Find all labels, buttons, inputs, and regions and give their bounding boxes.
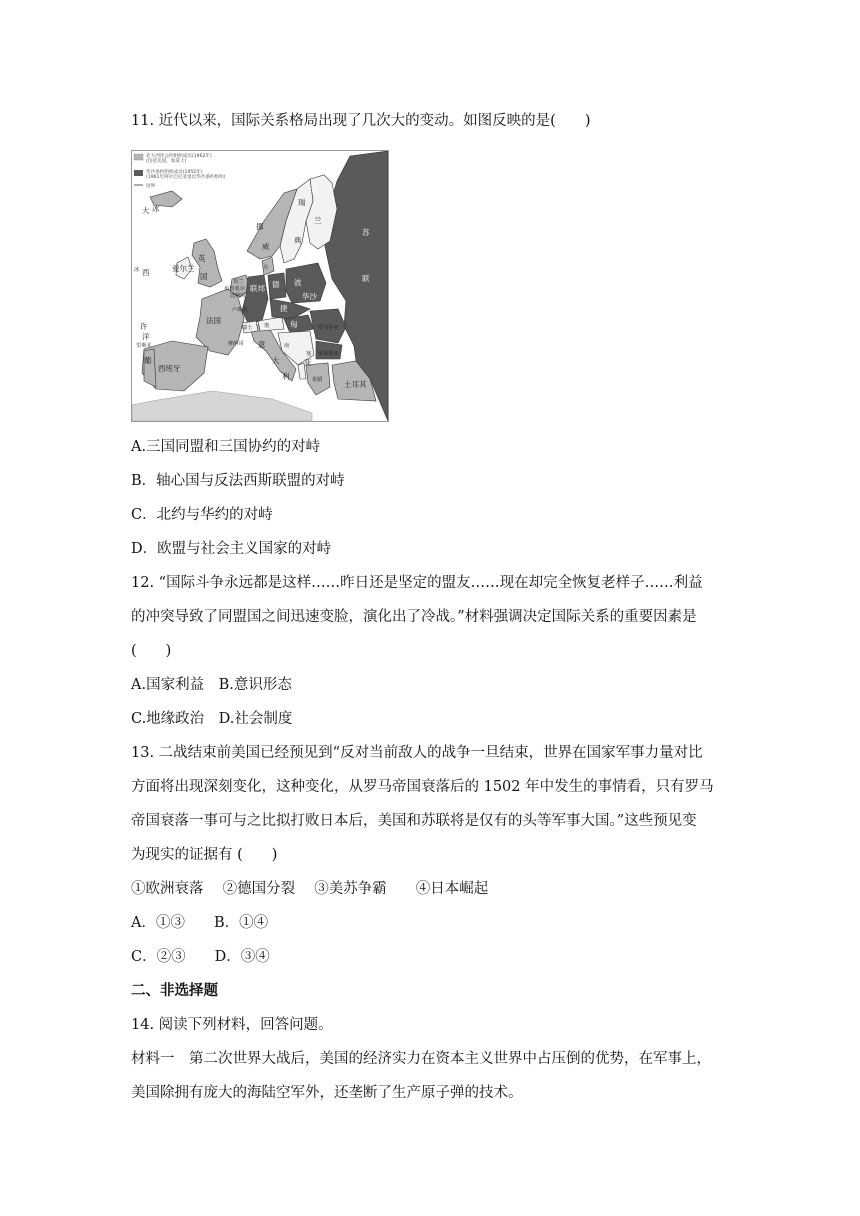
map-label-brussels: 布鲁塞尔 xyxy=(224,286,245,292)
map-label-serbia: 塞 xyxy=(306,351,312,357)
map-label-xu: 许 xyxy=(140,322,148,331)
q14-stem: 14. 阅读下列材料，回答问题。 xyxy=(131,1017,333,1033)
q11-option-d: D．欧盟与社会主义国家的对峙 xyxy=(131,541,332,557)
map-label-portugal: 葡 xyxy=(144,356,152,365)
map-label-de: 德 xyxy=(272,280,280,289)
map-label-west-germany: 联邦 xyxy=(250,284,265,293)
q13-options-row-1: A．①③ B．①④ xyxy=(131,915,269,931)
q13-items: ①欧洲衰落 ②德国分裂 ③美苏争霸 ④日本崛起 xyxy=(131,881,489,897)
map-label-albania: 亚 xyxy=(304,358,312,367)
q13-options-row-2: C．②③ D．③④ xyxy=(131,949,270,965)
map-label-sweden-1: 瑞 xyxy=(298,198,306,207)
map-label-warsaw: 华沙 xyxy=(302,292,317,301)
section-title: 二、非选择题 xyxy=(131,982,218,999)
map-label-belgium: 比利时 xyxy=(230,293,246,299)
map-label-czech: 捷 xyxy=(280,304,288,313)
legend-border: 国界 xyxy=(146,184,156,189)
map-label-france: 法国 xyxy=(206,316,221,325)
map-label-norway-1: 挪 xyxy=(256,222,264,231)
q13-line-2: 方面将出现深刻变化，这种变化，从罗马帝国衰落后的 1502 年中发生的事情看，只有罗马 xyxy=(131,779,714,795)
q11-option-b: B．轴心国与反法西斯联盟的对峙 xyxy=(131,473,345,489)
map-label-hungary: 匈 xyxy=(290,320,298,329)
q12-options-row-2: C.地缘政治 D.社会制度 xyxy=(131,711,293,727)
map-label-denmark: 丹 xyxy=(263,265,269,271)
q12-line-1: 12. “国际斗争永远都是这样……昨日还是坚定的盟友……现在却完全恢复老样子……利益 xyxy=(131,575,703,591)
q12-line-3: ( ) xyxy=(131,643,172,659)
map-label-ocean-2: 西 xyxy=(142,268,150,277)
map-label-bulgaria: 保加利亚 xyxy=(318,351,339,357)
map-label-turkey: 土耳其 xyxy=(344,380,367,389)
map-label-iceland: 冰 xyxy=(152,204,160,213)
map-label-finland-1: 芬 xyxy=(310,184,318,193)
europe-alliance-map xyxy=(131,150,389,422)
q14-material1-line-1: 材料一 第二次世界大战后，美国的经济实力在资本主义世界中占压倒的优势，在军事上， xyxy=(131,1051,711,1067)
legend-warsaw-2: (1961年阿尔巴尼亚退出华沙条约组织) xyxy=(146,175,226,180)
map-label-monaco: 摩纳哥 xyxy=(228,341,244,347)
q11-option-c: C．北约与华约的对峙 xyxy=(131,507,273,523)
map-label-poland: 波 xyxy=(294,278,302,287)
q14-material1-line-2: 美国除拥有庞大的海陆空军外，还垄断了生产原子弹的技术。 xyxy=(131,1085,523,1101)
map-label-ocean-3: 洋 xyxy=(142,332,150,341)
q12-line-2: 的冲突导致了同盟国之间迅速变脸，演化出了冷战。”材料强调决定国际关系的重要因素是 xyxy=(131,609,697,625)
map-label-yugoslavia: 南 xyxy=(284,343,290,349)
map-label-uk-2: 国 xyxy=(200,272,208,281)
legend-nato-1: 北大西洋公约组织成员(1962年) xyxy=(146,154,212,159)
map-label-ocean-1: 大 xyxy=(142,206,150,215)
q13-line-1: 13. 二战结束前美国已经预见到“反对当前敌人的战争一旦结束，世界在国家军事力量对比 xyxy=(131,745,703,761)
legend-warsaw-1: 华沙条约组织成员(1955年) xyxy=(146,170,203,175)
q13-line-4: 为现实的证据有 ( ) xyxy=(131,847,278,863)
map-label-spain: 西班牙 xyxy=(158,364,181,373)
map-label-uk-1: 英 xyxy=(198,254,206,263)
map-label-ussr-1: 苏 xyxy=(362,228,370,237)
portugal-region xyxy=(144,349,156,387)
map-label-italy-2: 大 xyxy=(272,356,280,365)
map-label-italy-1: 意 xyxy=(258,340,266,349)
map-label-netherlands: 荷兰 xyxy=(233,279,244,285)
map-label-greece: 希腊 xyxy=(312,377,323,383)
map-legend xyxy=(134,152,226,189)
map-label-ireland: 爱尔兰 xyxy=(172,264,195,273)
q13-line-3: 帝国衰落一事可与之比拟打败日本后，美国和苏联将是仅有的头等军事大国。”这些预见变 xyxy=(131,813,697,829)
map-label-norway-2: 威 xyxy=(262,242,270,251)
legend-swatch-nato xyxy=(134,154,143,160)
q11-option-a: A.三国同盟和三国协约的对峙 xyxy=(131,439,321,455)
map-label-luxembourg: 卢森堡 xyxy=(232,307,248,313)
map-figure xyxy=(132,151,388,421)
map-label-sweden-2: 典 xyxy=(294,236,302,245)
map-label-romania: 罗马尼亚 xyxy=(318,325,339,331)
map-label-switzerland: 瑞士 xyxy=(242,325,253,331)
legend-swatch-warsaw xyxy=(134,170,143,176)
q11-stem: 11. 近代以来，国际关系格局出现了几次大的变动。如图反映的是( ) xyxy=(131,113,591,129)
map-label-ussr-2: 联 xyxy=(362,274,370,283)
map-label-lisbon: 里斯本 xyxy=(136,343,152,349)
map-label-italy-3: 利 xyxy=(282,372,290,381)
map-label-iceland-short: 冰 xyxy=(134,267,140,273)
legend-nato-2: (包括美国、加拿大) xyxy=(146,159,187,164)
q12-options-row-1: A.国家利益 B.意识形态 xyxy=(131,677,292,693)
north-africa-region xyxy=(132,391,312,421)
map-label-finland-2: 兰 xyxy=(314,216,322,225)
map-label-austria: 奥 xyxy=(264,323,270,329)
